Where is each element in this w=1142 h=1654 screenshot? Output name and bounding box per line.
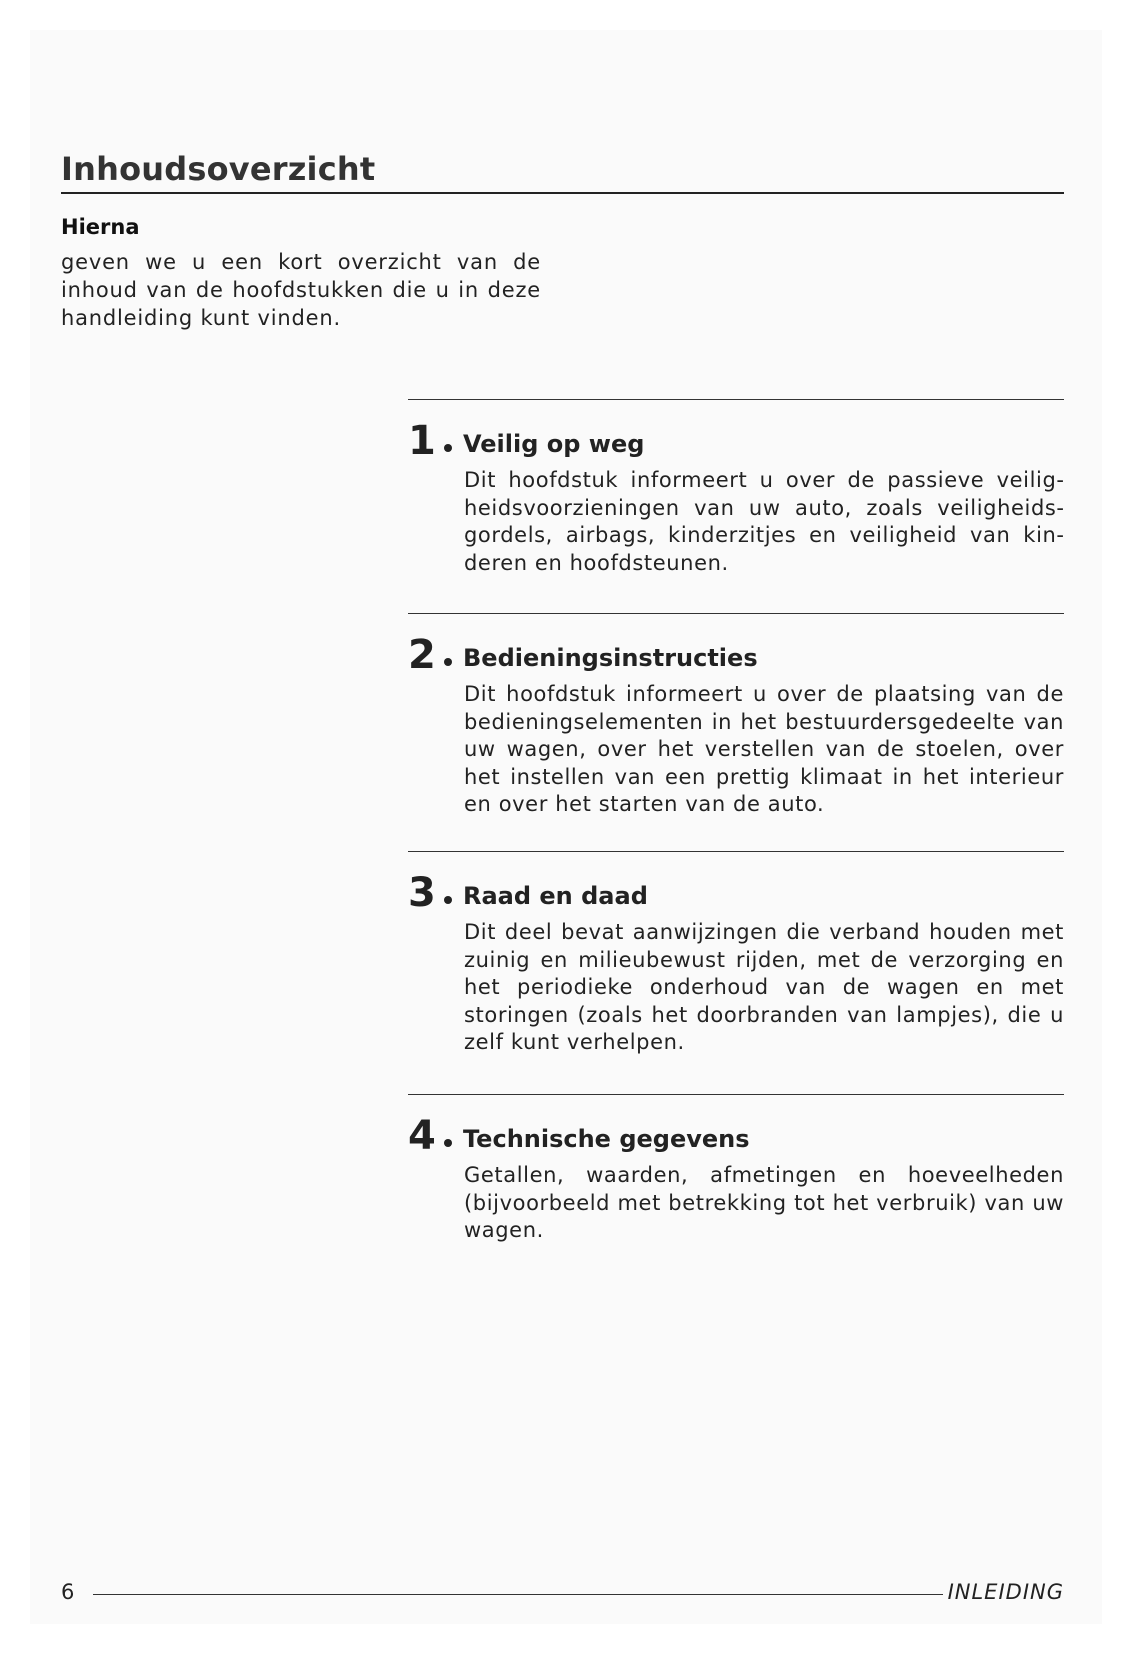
section-number: 4 <box>408 1113 436 1159</box>
bullet-dot-icon <box>444 444 452 452</box>
section-text: Dit deel bevat aanwijzingen die verband houden met zuinig en milieubewust rijden, met de verzorging en het periodieke onderhoud van de wagen en met storingen (zoals het doorbranden van lampjes), die u zelf kunt verhelpen. <box>464 920 1064 1054</box>
title-divider <box>61 192 1064 194</box>
bullet-dot-icon <box>444 658 452 666</box>
page-footer <box>61 1580 1064 1610</box>
section-title: Raad en daad <box>463 882 648 910</box>
section-number: 2 <box>408 632 436 678</box>
section-divider <box>408 851 1064 852</box>
intro-heading: Hierna <box>61 215 140 239</box>
page-number: 6 <box>61 1580 75 1604</box>
intro-text: geven we u een kort overzicht van de inhoud van de hoofdstukken die u in deze handleiding kunt vinden. <box>61 250 541 330</box>
section-text: Dit hoofdstuk informeert u over de passieve veiligheidsvoorzieningen van uw auto, zoals veiligheidsgordels, airbags, kinderzitjes en veiligheid van kinderen en hoofdsteunen. <box>464 468 1064 575</box>
footer-divider <box>93 1594 943 1595</box>
section-divider <box>408 613 1064 614</box>
section-title: Technische gegevens <box>463 1125 750 1153</box>
section-divider <box>408 399 1064 400</box>
footer-chapter-label: INLEIDING <box>947 1580 1064 1604</box>
section-title: Veilig op weg <box>463 430 645 458</box>
section-title: Bedieningsinstructies <box>463 644 758 672</box>
section-number: 1 <box>408 418 436 464</box>
section-text: Dit hoofdstuk informeert u over de plaatsing van de bedieningselementen in het bestuurdersgedeelte van uw wagen, over het verstellen van de stoelen, over het instellen van een prettig klimaat in het interieur en over het starten van de auto. <box>464 682 1064 816</box>
section-number: 3 <box>408 870 436 916</box>
bullet-dot-icon <box>444 896 452 904</box>
section-text: Getallen, waarden, afmetingen en hoeveelheden (bijvoorbeeld met betrekking tot het verbruik) van uw wagen. <box>464 1163 1064 1242</box>
section-divider <box>408 1094 1064 1095</box>
bullet-dot-icon <box>444 1139 452 1147</box>
page-title: Inhoudsoverzicht <box>61 150 376 188</box>
